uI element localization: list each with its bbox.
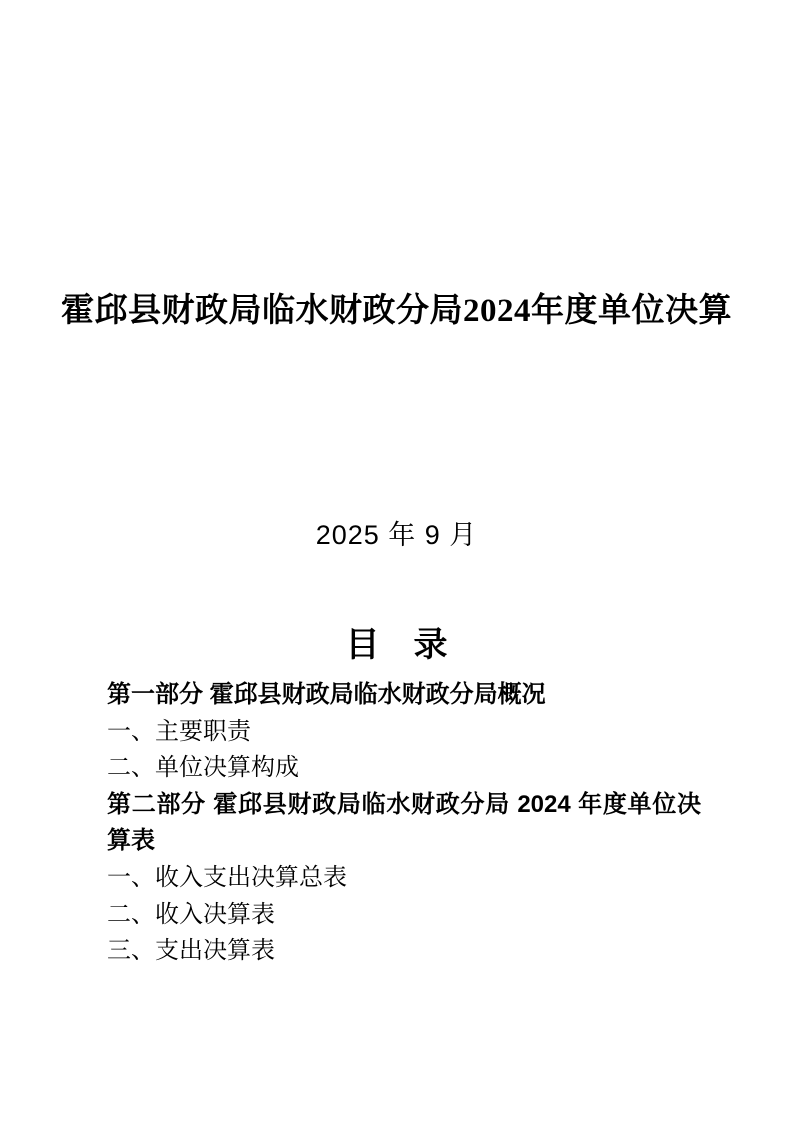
toc-item-income-table: 二、收入决算表	[107, 901, 275, 928]
toc-heading: 目 录	[345, 626, 448, 664]
document-title: 霍邱县财政局临水财政分局2024年度单位决算	[61, 293, 732, 329]
toc-item-part2: 第二部分 霍邱县财政局临水财政分局 2024 年度单位决算表	[107, 790, 701, 855]
toc-item-income-expense-summary: 一、收入支出决算总表	[107, 864, 347, 891]
toc-item-part1: 第一部分 霍邱县财政局临水财政分局概况	[107, 681, 546, 708]
toc-item-main-duties: 一、主要职责	[107, 718, 251, 745]
document-date: 2025 年 9 月	[315, 520, 478, 550]
toc-item-unit-composition: 二、单位决算构成	[107, 755, 299, 782]
toc-list	[107, 677, 701, 970]
toc-item-expense-table: 三、支出决算表	[107, 938, 275, 965]
